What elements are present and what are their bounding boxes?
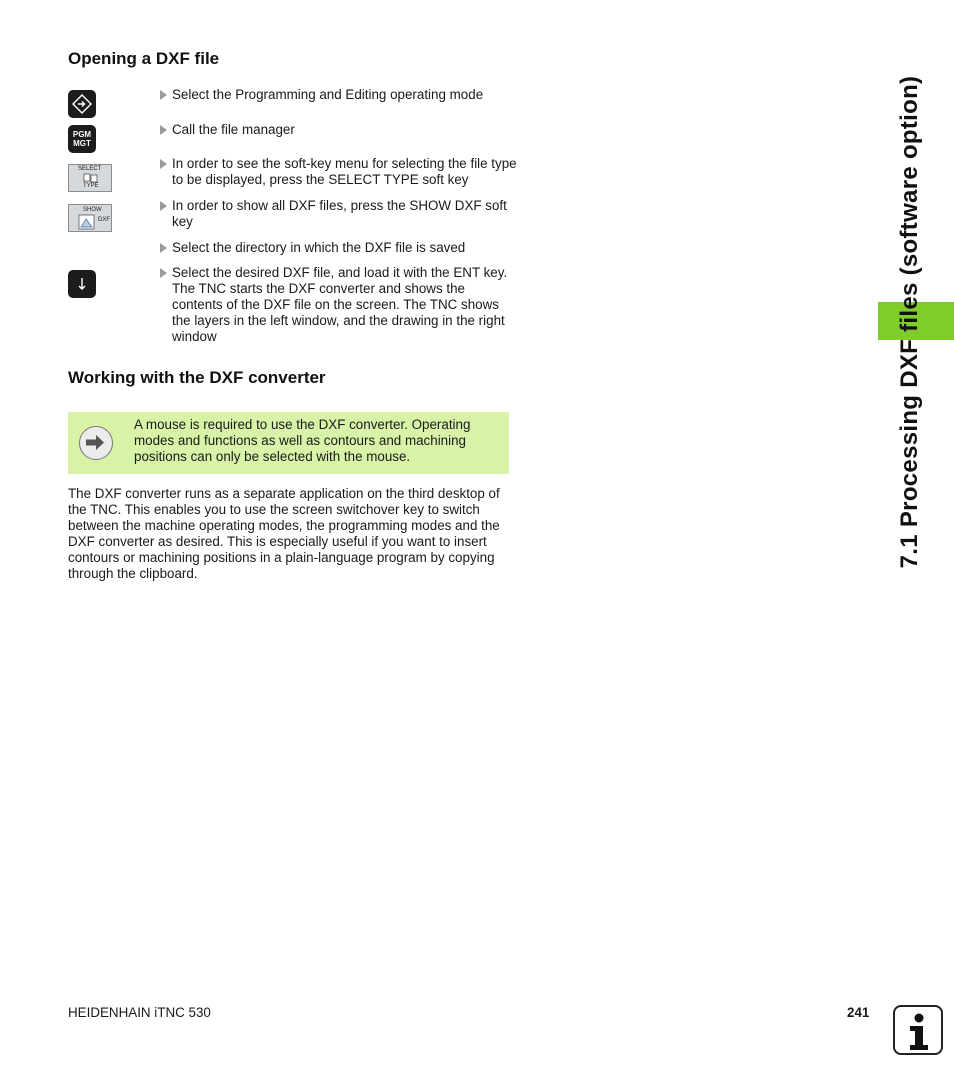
file-types-icon [83, 173, 99, 183]
step-1-text: Select the Programming and Editing operating mode [172, 87, 484, 102]
chapter-side-title: 7.1 Processing DXF files (software option) [896, 75, 923, 569]
step-3 [160, 156, 518, 188]
select-type-softkey-icon [68, 164, 112, 192]
bullet-arrow-icon [160, 243, 167, 253]
bullet-arrow-icon [160, 201, 167, 211]
step-4-text: In order to show all DXF files, press the SHOW DXF soft key [172, 198, 507, 229]
pgm-mgt-key-label-2: MGT [73, 139, 91, 148]
arrow-right-circle-icon [79, 426, 113, 460]
step-6 [160, 265, 518, 345]
bullet-arrow-icon [160, 268, 167, 278]
body-paragraph: The DXF converter runs as a separate application on the third desktop of the TNC. This enables you to use the screen switchover key to switch between the machine operating modes, the programming modes and the DXF converter as desired. This is especially useful if you want to insert contours or machining positions in a plain-language program by copying through the clipboard. [68, 486, 500, 581]
step-6-text: Select the desired DXF file, and load it with the ENT key. The TNC starts the DXF converter and shows the contents of the DXF file on the screen. The TNC shows the layers in the left window, and the drawing in the right window [172, 265, 508, 344]
show-dxf-softkey-label-right: DXF [98, 217, 110, 223]
step-5 [160, 240, 518, 256]
bullet-arrow-icon [160, 90, 167, 100]
step-2-text: Call the file manager [172, 122, 295, 137]
pgm-mgt-key-label-1: PGM [72, 130, 92, 139]
show-dxf-softkey-icon [68, 204, 112, 232]
section-title-opening: Opening a DXF file [68, 49, 220, 68]
bullet-arrow-icon [160, 125, 167, 135]
page-number: 241 [847, 1005, 870, 1020]
step-3-text: In order to see the soft-key menu for selecting the file type to be displayed, press the SELECT TYPE soft key [172, 156, 517, 187]
step-2 [160, 122, 518, 138]
section-title-converter: Working with the DXF converter [68, 368, 326, 387]
select-type-softkey-label-bottom: TYPE [83, 183, 99, 189]
select-type-softkey-label-top: SELECT [78, 166, 102, 172]
dxf-drawing-icon [78, 214, 96, 230]
note-box [68, 412, 509, 474]
step-5-text: Select the directory in which the DXF file is saved [172, 240, 466, 255]
pgm-mgt-key-icon [68, 125, 96, 153]
ent-key-icon [68, 270, 96, 298]
step-1 [160, 87, 518, 103]
note-text: A mouse is required to use the DXF converter. Operating modes and functions as well as contours and machining positions can only be selected with the mouse. [134, 417, 471, 464]
info-icon [893, 1005, 943, 1055]
step-4 [160, 198, 518, 230]
show-dxf-softkey-label-top: SHOW [83, 207, 102, 213]
bullet-arrow-icon [160, 159, 167, 169]
programming-mode-key-icon [68, 90, 96, 118]
footer-product: HEIDENHAIN iTNC 530 [68, 1005, 211, 1020]
